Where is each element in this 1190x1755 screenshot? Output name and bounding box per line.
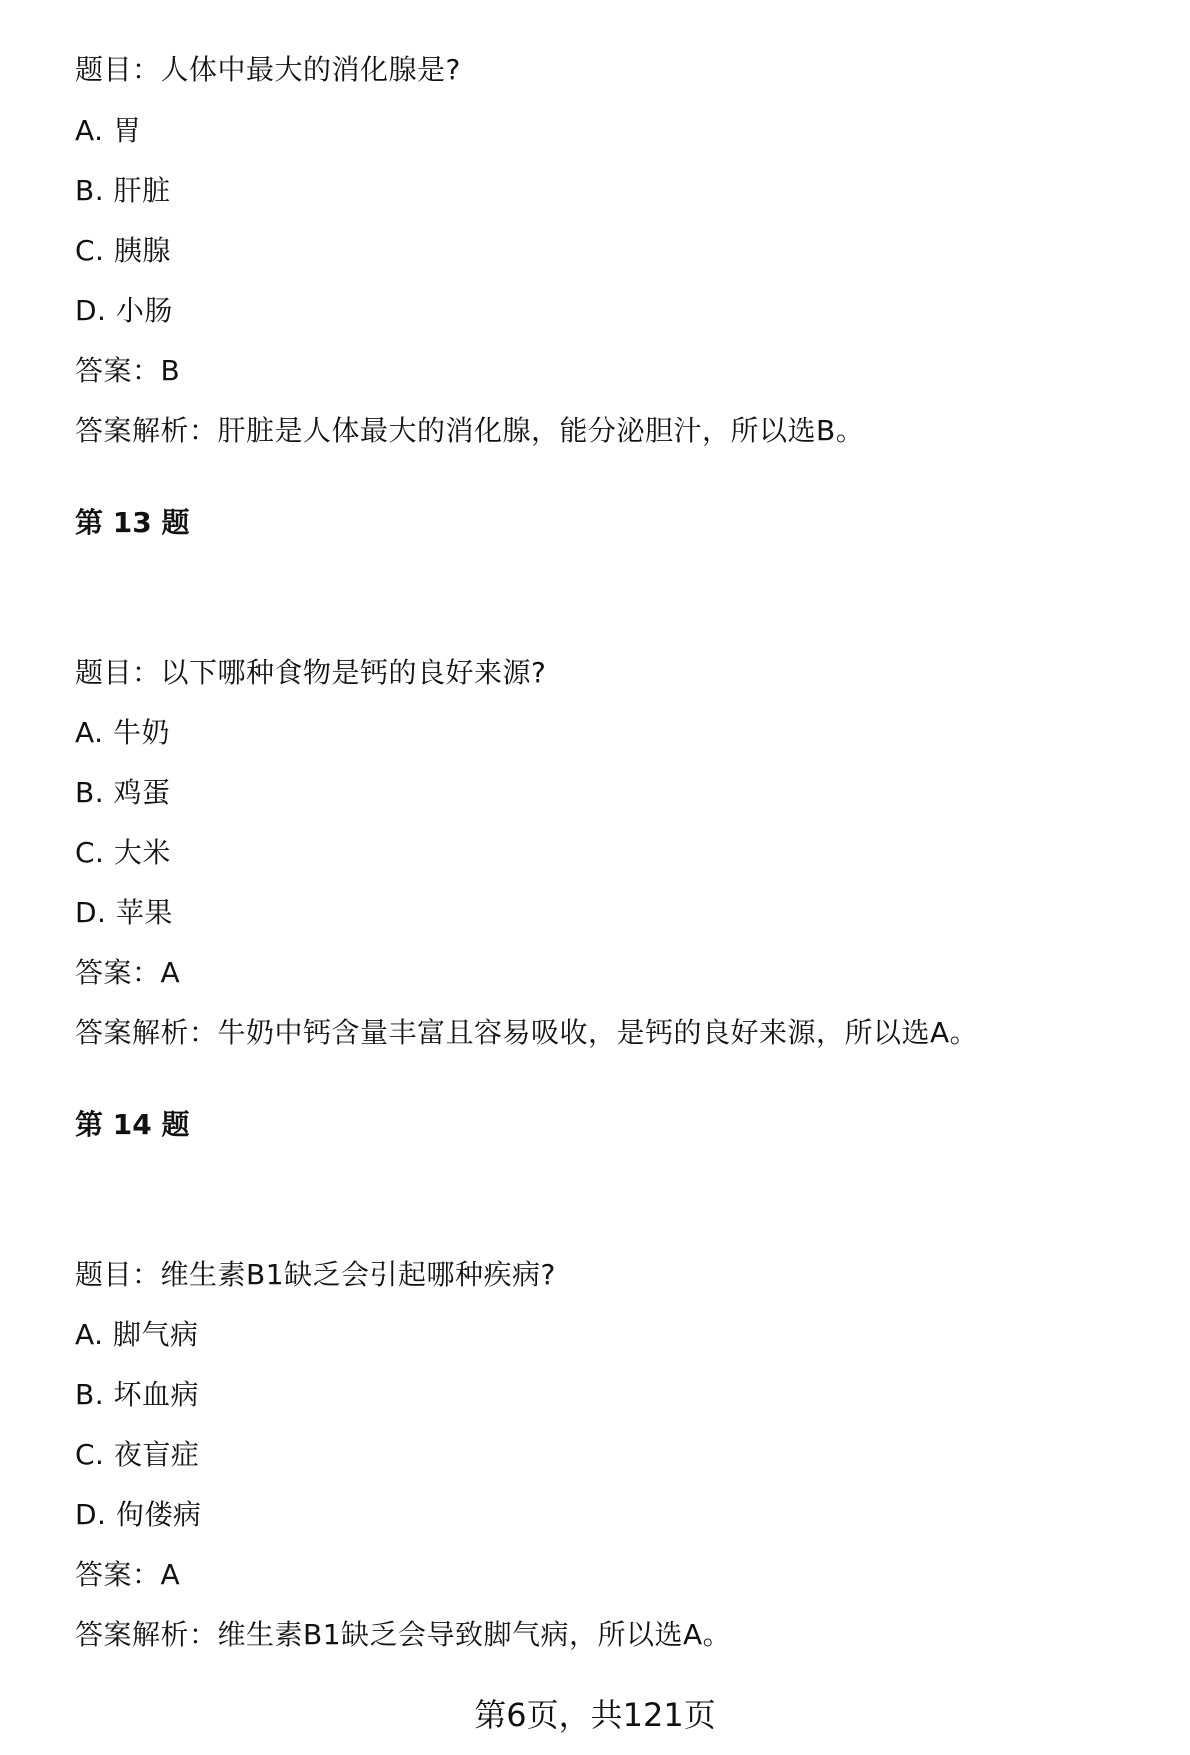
option-c: C. 大米 — [75, 836, 171, 869]
question-text: 题目：以下哪种食物是钙的良好来源? — [75, 656, 547, 689]
question-heading: 第 14 题 — [75, 1108, 190, 1141]
page-number-footer: 第6页，共121页 — [474, 1696, 716, 1734]
option-d: D. 小肠 — [75, 294, 173, 327]
answer: 答案：B — [75, 354, 181, 387]
option-c: C. 夜盲症 — [75, 1438, 200, 1471]
answer-analysis: 答案解析：牛奶中钙含量丰富且容易吸收，是钙的良好来源，所以选A。 — [75, 1016, 979, 1049]
option-a: A. 牛奶 — [75, 716, 170, 749]
answer: 答案：A — [75, 1558, 181, 1591]
option-b: B. 坏血病 — [75, 1378, 200, 1411]
option-a: A. 脚气病 — [75, 1318, 199, 1351]
option-b: B. 鸡蛋 — [75, 776, 171, 809]
answer-analysis: 答案解析：维生素B1缺乏会导致脚气病，所以选A。 — [75, 1618, 732, 1651]
question-text: 题目：人体中最大的消化腺是? — [75, 53, 461, 86]
answer: 答案：A — [75, 956, 181, 989]
option-b: B. 肝脏 — [75, 174, 171, 207]
question-heading: 第 13 题 — [75, 506, 190, 539]
option-d: D. 佝偻病 — [75, 1498, 202, 1531]
question-text: 题目：维生素B1缺乏会引起哪种疾病? — [75, 1258, 556, 1291]
option-c: C. 胰腺 — [75, 234, 171, 267]
option-a: A. 胃 — [75, 114, 142, 147]
option-d: D. 苹果 — [75, 896, 173, 929]
answer-analysis: 答案解析：肝脏是人体最大的消化腺，能分泌胆汁，所以选B。 — [75, 414, 865, 447]
